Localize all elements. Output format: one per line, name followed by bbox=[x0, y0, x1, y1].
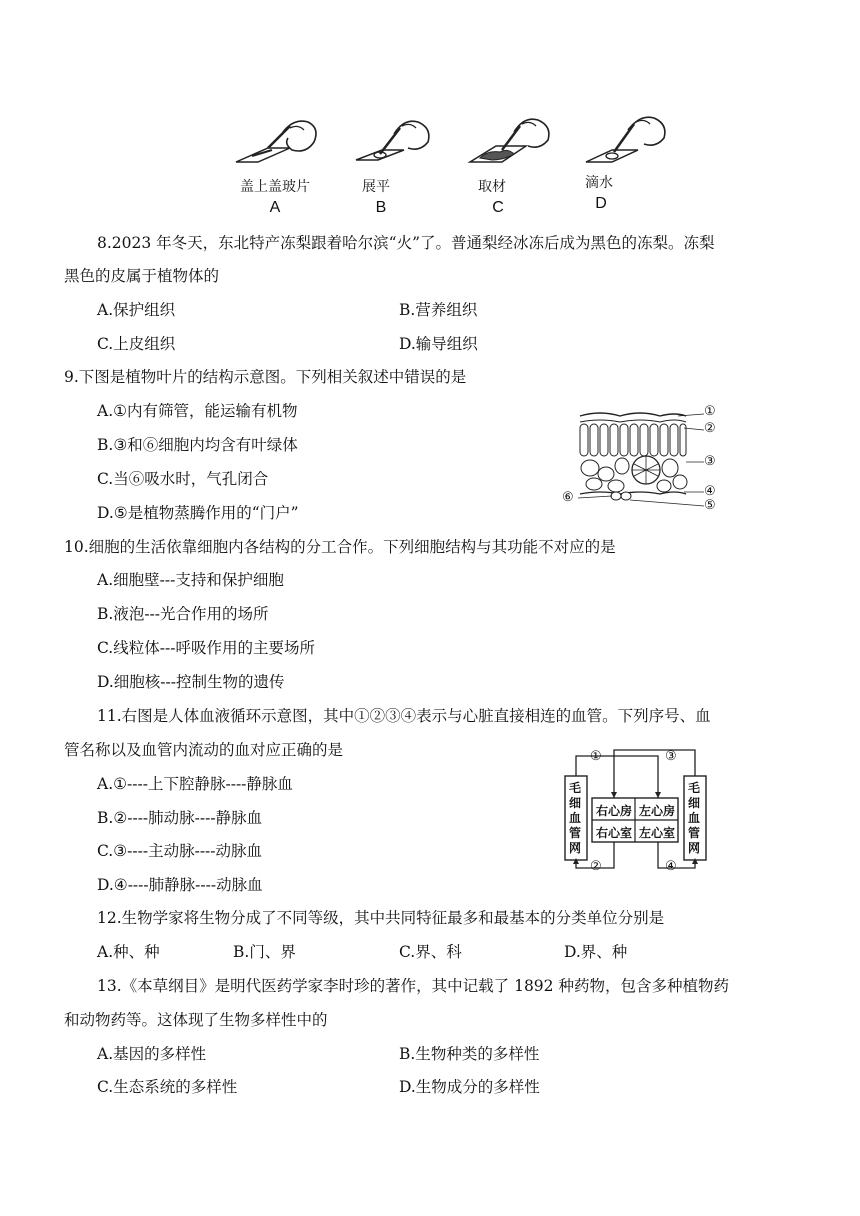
q12-option-a: A.种、种 bbox=[97, 943, 160, 961]
q9-stem: 9.下图是植物叶片的结构示意图。下列相关叙述中错误的是 bbox=[64, 368, 467, 386]
q13-option-b: B.生物种类的多样性 bbox=[399, 1045, 540, 1063]
procedure-letter-d: D bbox=[595, 195, 607, 212]
q10-option-a: A.细胞壁---支持和保护细胞 bbox=[97, 571, 284, 589]
q10-option-b: B.液泡---光合作用的场所 bbox=[97, 605, 269, 623]
procedure-label-d: 滴水 bbox=[585, 175, 613, 191]
q10-option-c: C.线粒体---呼吸作用的主要场所 bbox=[97, 639, 315, 657]
q9-option-d: D.⑤是植物蒸腾作用的“门户” bbox=[97, 504, 299, 522]
q12-stem: 12.生物学家将生物分成了不同等级，其中共同特征最多和最基本的分类单位分别是 bbox=[97, 909, 665, 927]
q13-option-c: C.生态系统的多样性 bbox=[97, 1078, 238, 1096]
leaf-label-2: ② bbox=[704, 421, 716, 436]
q10-stem: 10.细胞的生活依靠细胞内各结构的分工合作。下列细胞结构与其功能不对应的是 bbox=[64, 538, 616, 556]
right-atrium-label: 右心房 bbox=[596, 804, 633, 818]
capillary-right: 毛 细 血 管 网 bbox=[688, 781, 701, 855]
vessel-label-1: ① bbox=[590, 749, 602, 764]
q8-stem-line1: 8.2023 年冬天，东北特产冻梨跟着哈尔滨“火”了。普通梨经冰冻后成为黑色的冻梨。冻梨 bbox=[97, 234, 715, 252]
q13-option-a: A.基因的多样性 bbox=[97, 1045, 207, 1063]
vessel-label-2: ② bbox=[590, 859, 602, 874]
q13-stem-line2: 和动物药等。这体现了生物多样性中的 bbox=[64, 1011, 328, 1029]
capillary-left: 毛 细 血 管 网 bbox=[569, 781, 582, 855]
q9-option-c: C.当⑥吸水时，气孔闭合 bbox=[97, 470, 269, 488]
procedure-label-b: 展平 bbox=[362, 179, 390, 195]
vessel-label-4: ④ bbox=[665, 859, 677, 874]
procedure-label-a: 盖上盖玻片 bbox=[240, 179, 310, 195]
leaf-label-6: ⑥ bbox=[562, 490, 574, 505]
right-ventricle-label: 右心室 bbox=[596, 826, 633, 840]
q11-option-d: D.④----肺静脉----动脉血 bbox=[97, 876, 263, 894]
q11-option-b: B.②----肺动脉----静脉血 bbox=[97, 809, 263, 827]
q11-stem-line1: 11.右图是人体血液循环示意图，其中①②③④表示与心脏直接相连的血管。下列序号、血 bbox=[97, 707, 711, 725]
q8-option-d: D.输导组织 bbox=[399, 335, 478, 353]
q13-option-d: D.生物成分的多样性 bbox=[399, 1078, 540, 1096]
drip-water-illustration bbox=[584, 110, 684, 172]
q12-option-d: D.界、种 bbox=[564, 943, 628, 961]
q11-stem-line2: 管名称以及血管内流动的血对应正确的是 bbox=[64, 741, 344, 759]
left-atrium-label: 左心房 bbox=[639, 804, 676, 818]
procedure-letter-c: C bbox=[492, 199, 504, 216]
q8-option-a: A.保护组织 bbox=[97, 301, 176, 319]
q9-option-b: B.③和⑥细胞内均含有叶绿体 bbox=[97, 436, 298, 454]
q8-option-c: C.上皮组织 bbox=[97, 335, 176, 353]
leaf-label-3: ③ bbox=[704, 454, 716, 469]
q12-option-c: C.界、科 bbox=[399, 943, 462, 961]
q12-option-b: B.门、界 bbox=[233, 943, 296, 961]
q10-option-d: D.细胞核---控制生物的遗传 bbox=[97, 673, 285, 691]
procedure-letter-b: B bbox=[375, 199, 387, 216]
q9-option-a: A.①内有筛管，能运输有机物 bbox=[97, 402, 298, 420]
leaf-structure-diagram bbox=[560, 402, 720, 514]
take-material-illustration bbox=[468, 110, 568, 172]
left-ventricle-label: 左心室 bbox=[639, 826, 676, 840]
leaf-label-5: ⑤ bbox=[704, 498, 716, 513]
vessel-label-3: ③ bbox=[665, 749, 677, 764]
procedure-letter-a: A bbox=[269, 199, 281, 216]
q8-option-b: B.营养组织 bbox=[399, 301, 478, 319]
q13-stem-line1: 13.《本草纲目》是明代医药学家李时珍的著作，其中记载了 1892 种药物，包含多种植物药 bbox=[97, 977, 729, 995]
q11-option-c: C.③----主动脉----动脉血 bbox=[97, 842, 263, 860]
spread-flat-illustration bbox=[352, 112, 452, 172]
cover-slip-illustration bbox=[228, 112, 328, 172]
leaf-label-4: ④ bbox=[704, 484, 716, 499]
q11-option-a: A.①----上下腔静脉----静脉血 bbox=[97, 775, 293, 793]
procedure-label-c: 取材 bbox=[478, 179, 506, 195]
leaf-label-1: ① bbox=[704, 404, 716, 419]
q8-stem-line2: 黑色的皮属于植物体的 bbox=[64, 267, 220, 285]
